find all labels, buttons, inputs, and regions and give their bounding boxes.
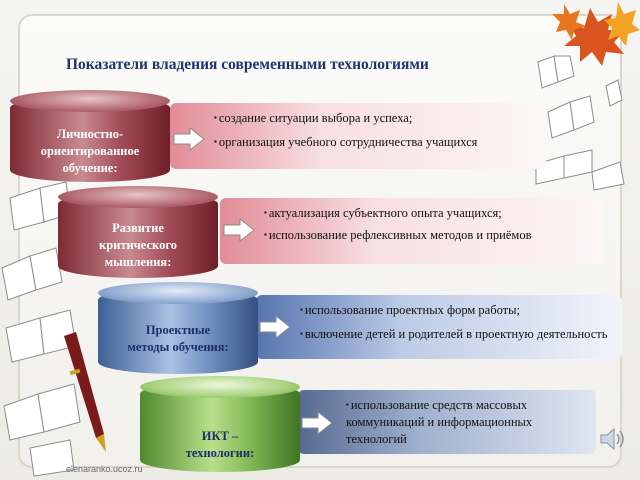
cylinder-label: Развитие критического мышления: [99,221,177,269]
cylinder-ict [140,376,300,468]
cylinder-label: Личностно- ориентированное обучение: [40,127,140,175]
list-item: ▪ организация учебного сотрудничества учащихся [214,133,536,151]
info-bar-personal [170,103,546,169]
arrow-right-icon [258,314,292,340]
info-bar-ict [298,390,596,454]
list-item: ▪ использование рефлексивных методов и приёмов [264,226,594,244]
watermark: elenaranko.ucoz.ru [66,464,143,474]
cylinder-critical [58,186,218,278]
info-bar-projects [256,295,622,359]
cylinder-personal [10,90,170,182]
cylinder-projects [98,282,258,374]
list-item: ▪ использование средств массовых коммуникаций и информационных технологий [342,396,586,448]
list-item: ▪ создание ситуации выбора и успеха; [214,109,536,127]
slide-title: Показатели владения современными технологиями [66,56,429,73]
cylinder-label: Проектные методы обучения: [127,323,229,354]
list-item: ▪ использование проектных форм работы; [300,301,612,319]
list-item: ▪ включение детей и родителей в проектную деятельность [300,325,612,343]
arrow-right-icon [222,217,256,243]
cylinder-label: ИКТ – технологии: [185,429,255,460]
list-item: ▪ актуализация субъектного опыта учащихся; [264,204,594,222]
speaker-icon[interactable] [597,424,627,454]
arrow-right-icon [172,126,206,152]
arrow-right-icon [300,410,334,436]
info-bar-critical [220,198,604,264]
